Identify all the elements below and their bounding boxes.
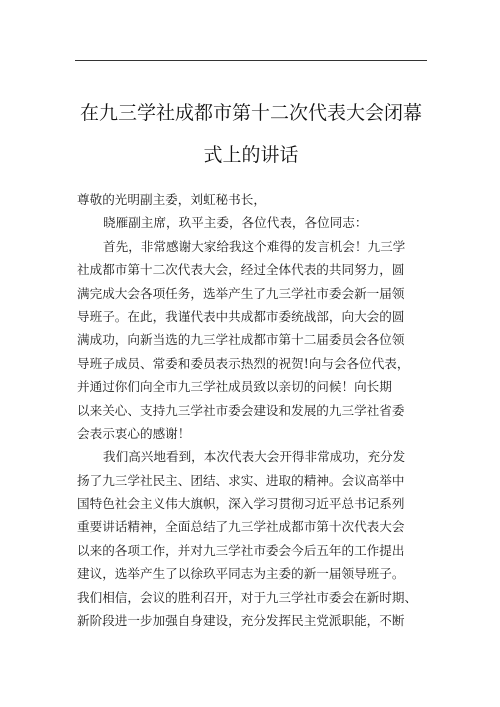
body-line: 我们相信，会议的胜利召开，对于九三学社市委会在新时期、	[77, 589, 418, 605]
body-line: 首先，非常感谢大家给我这个难得的发言机会！九三学	[103, 238, 406, 254]
body-line: 导班子。在此，我谨代表中共成都市委统战部，向大会的圆	[77, 308, 405, 324]
title-line-1: 在九三学社成都市第十二次代表大会闭幕	[79, 102, 422, 124]
body-line: 我们高兴地看到，本次代表大会开得非常成功，充分发	[103, 449, 406, 465]
body-line: 会表示衷心的感谢！	[77, 425, 191, 441]
body-line: 并通过你们向全市九三学社成员致以亲切的问候！向长期	[77, 379, 392, 395]
body-line: 尊敬的光明副主委，刘虹秘书长，	[77, 192, 266, 207]
body-line: 以来的各项工作，并对九三学社市委会今后五年的工作提出	[77, 542, 405, 558]
body-line: 建议，选举产生了以徐玖平同志为主委的新一届领导班子。	[77, 566, 405, 582]
header-rule	[75, 60, 427, 61]
body-line: 满成功，向新当选的九三学社成都市第十二届委员会各位领	[77, 332, 405, 348]
body-line: 晓雁副主席，玖平主委，各位代表，各位同志：	[103, 215, 368, 231]
body-line: 导班子成员、常委和委员表示热烈的祝贺!向与会各位代表，	[77, 355, 410, 371]
body-line: 扬了九三学社民主、团结、求实、进取的精神。会议高举中	[77, 472, 405, 488]
title-line-2: 式上的讲话	[203, 144, 299, 166]
speech-body	[77, 188, 437, 632]
body-line: 满完成大会各项任务，选举产生了九三学社市委会新一届领	[77, 285, 405, 301]
body-line: 社成都市第十二次代表大会，经过全体代表的共同努力，圆	[77, 262, 405, 278]
body-line: 国特色社会主义伟大旗帜，深入学习贯彻习近平总书记系列	[77, 496, 405, 512]
body-line: 新阶段进一步加强自身建设，充分发挥民主党派职能，不断	[77, 613, 405, 629]
body-line: 以来关心、支持九三学社市委会建设和发展的九三学社省委	[77, 402, 405, 418]
body-line: 重要讲话精神，全面总结了九三学社成都市第十次代表大会	[77, 519, 405, 535]
page-title	[60, 92, 442, 176]
